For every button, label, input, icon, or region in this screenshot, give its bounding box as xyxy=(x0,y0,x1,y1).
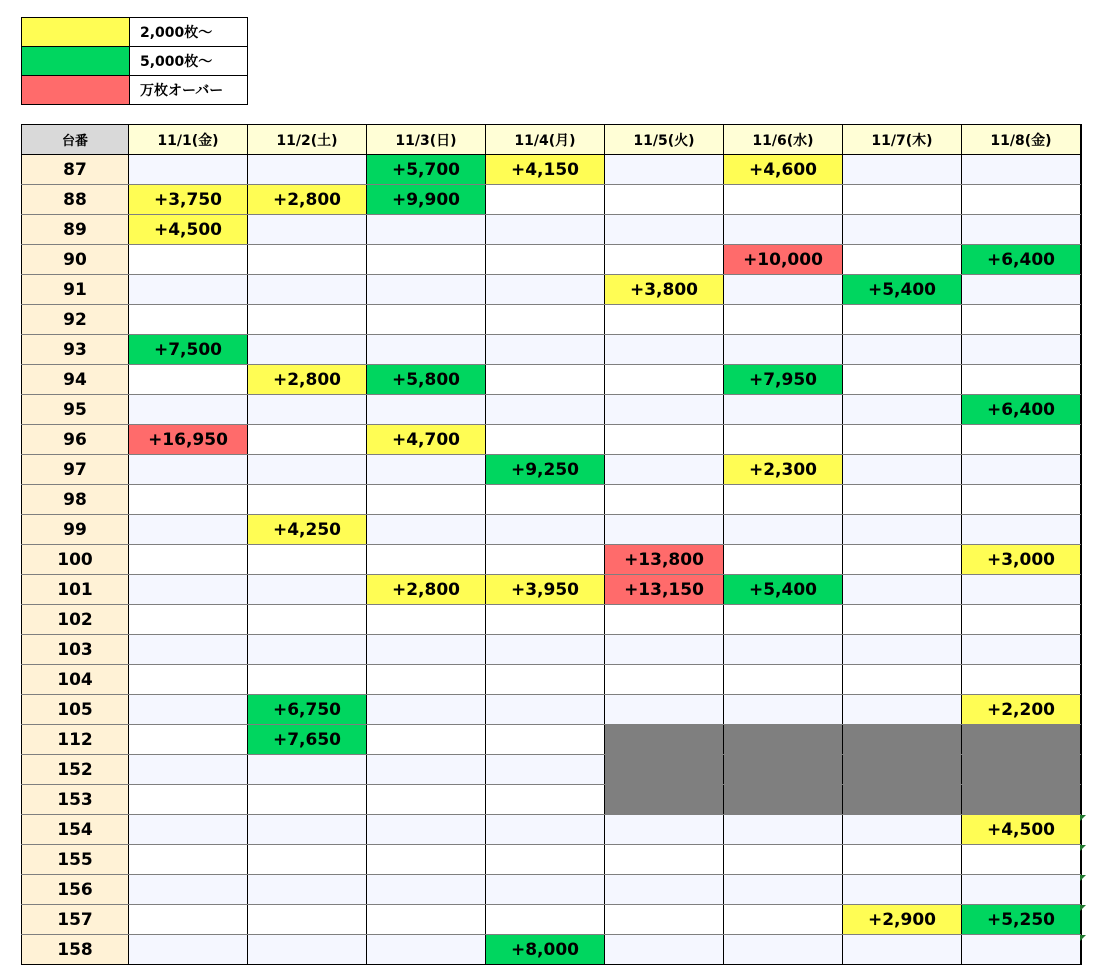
result-cell xyxy=(367,515,486,545)
result-cell xyxy=(129,785,248,815)
table-row xyxy=(22,395,1081,425)
result-cell: +2,900 xyxy=(843,905,962,935)
comment-marker xyxy=(1080,815,1086,821)
table-row xyxy=(22,725,1081,755)
result-cell xyxy=(129,695,248,725)
result-cell xyxy=(605,455,724,485)
result-cell xyxy=(486,875,605,905)
table-row xyxy=(22,785,1081,815)
table-row xyxy=(22,635,1081,665)
result-cell: +2,200 xyxy=(962,695,1081,725)
result-cell xyxy=(367,335,486,365)
result-cell xyxy=(843,575,962,605)
machine-number: 91 xyxy=(22,275,129,305)
machine-number: 100 xyxy=(22,545,129,575)
table-row xyxy=(22,545,1081,575)
table-row xyxy=(22,155,1081,185)
results-table xyxy=(21,124,1081,965)
result-cell xyxy=(724,485,843,515)
result-cell xyxy=(367,875,486,905)
result-cell xyxy=(605,485,724,515)
result-cell xyxy=(129,365,248,395)
result-cell xyxy=(843,485,962,515)
result-cell xyxy=(486,815,605,845)
machine-number: 90 xyxy=(22,245,129,275)
result-cell xyxy=(486,425,605,455)
machine-number: 156 xyxy=(22,875,129,905)
result-cell xyxy=(367,395,486,425)
result-cell xyxy=(129,725,248,755)
result-cell xyxy=(724,725,843,755)
machine-number: 105 xyxy=(22,695,129,725)
result-cell xyxy=(962,605,1081,635)
table-row xyxy=(22,335,1081,365)
result-cell xyxy=(962,185,1081,215)
result-cell xyxy=(248,335,367,365)
result-cell xyxy=(605,185,724,215)
result-cell: +4,150 xyxy=(486,155,605,185)
table-row xyxy=(22,305,1081,335)
result-cell xyxy=(129,935,248,965)
result-cell xyxy=(367,905,486,935)
result-cell xyxy=(129,905,248,935)
result-cell: +5,800 xyxy=(367,365,486,395)
result-cell xyxy=(843,635,962,665)
result-cell xyxy=(129,305,248,335)
result-cell xyxy=(605,845,724,875)
result-cell xyxy=(605,155,724,185)
result-cell xyxy=(367,545,486,575)
machine-number: 95 xyxy=(22,395,129,425)
result-cell xyxy=(248,455,367,485)
result-cell xyxy=(367,215,486,245)
result-cell xyxy=(724,785,843,815)
machine-number: 88 xyxy=(22,185,129,215)
result-cell xyxy=(486,665,605,695)
table-body xyxy=(22,155,1081,965)
result-cell xyxy=(486,365,605,395)
result-cell xyxy=(843,545,962,575)
result-cell xyxy=(724,515,843,545)
result-cell xyxy=(962,275,1081,305)
legend-swatch-yellow xyxy=(22,18,130,47)
result-cell xyxy=(248,395,367,425)
result-cell xyxy=(962,425,1081,455)
result-cell xyxy=(605,785,724,815)
result-cell xyxy=(724,935,843,965)
result-cell: +2,800 xyxy=(367,575,486,605)
result-cell xyxy=(724,845,843,875)
result-cell xyxy=(843,455,962,485)
legend-label: 2,000枚〜 xyxy=(130,18,248,47)
result-cell xyxy=(248,275,367,305)
result-cell xyxy=(962,155,1081,185)
table-row xyxy=(22,695,1081,725)
machine-number: 112 xyxy=(22,725,129,755)
table-row xyxy=(22,665,1081,695)
result-cell xyxy=(962,215,1081,245)
result-cell xyxy=(962,575,1081,605)
comment-marker xyxy=(1080,875,1086,881)
table-row xyxy=(22,515,1081,545)
result-cell xyxy=(962,485,1081,515)
result-cell xyxy=(843,815,962,845)
result-cell xyxy=(367,785,486,815)
result-cell xyxy=(843,695,962,725)
result-cell xyxy=(367,275,486,305)
result-cell xyxy=(129,395,248,425)
result-cell xyxy=(605,365,724,395)
result-cell xyxy=(605,425,724,455)
machine-number: 104 xyxy=(22,665,129,695)
result-cell xyxy=(843,395,962,425)
machine-number: 99 xyxy=(22,515,129,545)
result-cell xyxy=(962,635,1081,665)
result-cell: +5,250 xyxy=(962,905,1081,935)
result-cell xyxy=(843,875,962,905)
result-cell: +13,800 xyxy=(605,545,724,575)
result-cell: +4,600 xyxy=(724,155,843,185)
machine-number: 102 xyxy=(22,605,129,635)
date-header: 11/8(金) xyxy=(962,125,1081,155)
date-header: 11/1(金) xyxy=(129,125,248,155)
result-cell xyxy=(486,845,605,875)
result-cell xyxy=(724,635,843,665)
result-cell xyxy=(962,515,1081,545)
table-row xyxy=(22,935,1081,965)
result-cell: +6,400 xyxy=(962,245,1081,275)
result-cell xyxy=(367,755,486,785)
result-cell xyxy=(486,605,605,635)
result-cell xyxy=(843,515,962,545)
result-cell xyxy=(486,515,605,545)
result-cell xyxy=(248,665,367,695)
result-cell xyxy=(605,665,724,695)
result-cell xyxy=(962,305,1081,335)
result-cell xyxy=(367,635,486,665)
result-cell: +7,650 xyxy=(248,725,367,755)
result-cell xyxy=(962,845,1081,875)
result-cell: +16,950 xyxy=(129,425,248,455)
result-cell xyxy=(129,545,248,575)
result-cell: +4,250 xyxy=(248,515,367,545)
result-cell xyxy=(843,935,962,965)
table-row xyxy=(22,425,1081,455)
result-cell xyxy=(486,305,605,335)
result-cell xyxy=(843,665,962,695)
result-cell xyxy=(962,365,1081,395)
result-cell xyxy=(248,425,367,455)
result-cell xyxy=(486,755,605,785)
result-cell xyxy=(129,575,248,605)
machine-number: 101 xyxy=(22,575,129,605)
result-cell xyxy=(724,305,843,335)
result-cell xyxy=(248,545,367,575)
date-header: 11/3(日) xyxy=(367,125,486,155)
table-row xyxy=(22,245,1081,275)
result-cell xyxy=(248,575,367,605)
result-cell: +4,500 xyxy=(962,815,1081,845)
result-cell xyxy=(724,905,843,935)
result-cell: +5,400 xyxy=(724,575,843,605)
table-row xyxy=(22,485,1081,515)
result-cell: +6,400 xyxy=(962,395,1081,425)
table-row xyxy=(22,845,1081,875)
result-cell xyxy=(962,455,1081,485)
machine-number: 93 xyxy=(22,335,129,365)
result-cell xyxy=(129,875,248,905)
result-cell xyxy=(724,335,843,365)
result-cell xyxy=(724,875,843,905)
result-cell: +5,400 xyxy=(843,275,962,305)
result-cell xyxy=(486,185,605,215)
result-cell xyxy=(605,725,724,755)
result-cell xyxy=(486,725,605,755)
result-cell xyxy=(367,665,486,695)
result-cell xyxy=(129,455,248,485)
result-cell xyxy=(724,275,843,305)
result-cell: +6,750 xyxy=(248,695,367,725)
result-cell xyxy=(962,725,1081,755)
table-row xyxy=(22,755,1081,785)
legend-swatch-red xyxy=(22,76,130,105)
result-cell xyxy=(605,815,724,845)
result-cell xyxy=(486,275,605,305)
result-cell xyxy=(843,365,962,395)
result-cell: +13,150 xyxy=(605,575,724,605)
result-cell xyxy=(367,725,486,755)
result-cell xyxy=(843,605,962,635)
date-header: 11/7(木) xyxy=(843,125,962,155)
result-cell: +7,500 xyxy=(129,335,248,365)
result-cell xyxy=(843,755,962,785)
result-cell xyxy=(486,905,605,935)
result-cell xyxy=(486,335,605,365)
result-cell xyxy=(129,485,248,515)
result-cell xyxy=(605,305,724,335)
table-row xyxy=(22,905,1081,935)
result-cell xyxy=(843,245,962,275)
result-cell xyxy=(367,695,486,725)
table-row xyxy=(22,185,1081,215)
result-cell xyxy=(129,635,248,665)
result-cell xyxy=(605,215,724,245)
result-cell xyxy=(843,305,962,335)
result-cell xyxy=(724,695,843,725)
result-cell: +3,800 xyxy=(605,275,724,305)
result-cell xyxy=(605,245,724,275)
result-cell: +9,900 xyxy=(367,185,486,215)
result-cell xyxy=(843,845,962,875)
result-cell xyxy=(605,635,724,665)
result-cell xyxy=(962,335,1081,365)
result-cell: +2,800 xyxy=(248,185,367,215)
result-cell xyxy=(248,875,367,905)
result-cell xyxy=(962,665,1081,695)
result-cell: +7,950 xyxy=(724,365,843,395)
comment-marker xyxy=(1080,905,1086,911)
result-cell xyxy=(486,245,605,275)
result-cell xyxy=(367,605,486,635)
result-cell xyxy=(962,935,1081,965)
result-cell xyxy=(486,395,605,425)
result-cell xyxy=(605,755,724,785)
machine-number: 94 xyxy=(22,365,129,395)
result-cell xyxy=(843,215,962,245)
machine-number: 155 xyxy=(22,845,129,875)
result-cell: +10,000 xyxy=(724,245,843,275)
result-cell xyxy=(367,245,486,275)
result-cell xyxy=(605,515,724,545)
result-cell xyxy=(843,425,962,455)
result-cell: +5,700 xyxy=(367,155,486,185)
table-row xyxy=(22,815,1081,845)
result-cell xyxy=(843,185,962,215)
result-cell xyxy=(724,815,843,845)
machine-number: 154 xyxy=(22,815,129,845)
result-cell: +2,300 xyxy=(724,455,843,485)
result-cell xyxy=(367,485,486,515)
result-cell xyxy=(248,815,367,845)
result-cell xyxy=(367,455,486,485)
result-cell xyxy=(724,605,843,635)
legend-swatch-green xyxy=(22,47,130,76)
result-cell xyxy=(248,155,367,185)
result-cell: +4,500 xyxy=(129,215,248,245)
legend-row xyxy=(22,18,248,47)
result-cell xyxy=(129,245,248,275)
result-cell xyxy=(248,935,367,965)
sheet-edge-line xyxy=(1081,124,1082,965)
result-cell xyxy=(605,905,724,935)
date-header: 11/5(火) xyxy=(605,125,724,155)
result-cell xyxy=(605,395,724,425)
result-cell xyxy=(248,905,367,935)
result-cell: +8,000 xyxy=(486,935,605,965)
legend-label: 5,000枚〜 xyxy=(130,47,248,76)
result-cell: +3,750 xyxy=(129,185,248,215)
result-cell xyxy=(129,665,248,695)
result-cell xyxy=(248,305,367,335)
table-row xyxy=(22,365,1081,395)
result-cell xyxy=(486,785,605,815)
result-cell xyxy=(724,215,843,245)
machine-number: 98 xyxy=(22,485,129,515)
result-cell xyxy=(129,815,248,845)
machine-number: 152 xyxy=(22,755,129,785)
table-row xyxy=(22,275,1081,305)
machine-number: 158 xyxy=(22,935,129,965)
date-header: 11/6(水) xyxy=(724,125,843,155)
machine-number: 96 xyxy=(22,425,129,455)
machine-number-header: 台番 xyxy=(22,125,129,155)
result-cell xyxy=(843,155,962,185)
machine-number: 92 xyxy=(22,305,129,335)
result-cell xyxy=(486,695,605,725)
machine-number: 157 xyxy=(22,905,129,935)
result-cell xyxy=(486,215,605,245)
result-cell xyxy=(248,215,367,245)
result-cell xyxy=(129,845,248,875)
result-cell xyxy=(724,665,843,695)
legend-label: 万枚オーバー xyxy=(130,76,248,105)
result-cell xyxy=(367,305,486,335)
result-cell xyxy=(248,785,367,815)
table-row xyxy=(22,215,1081,245)
comment-marker xyxy=(1080,845,1086,851)
result-cell xyxy=(129,155,248,185)
result-cell xyxy=(248,755,367,785)
header-row xyxy=(22,125,1081,155)
result-cell: +3,000 xyxy=(962,545,1081,575)
table-row xyxy=(22,575,1081,605)
result-cell xyxy=(367,845,486,875)
result-cell xyxy=(129,755,248,785)
result-cell xyxy=(724,395,843,425)
date-header: 11/2(土) xyxy=(248,125,367,155)
result-cell xyxy=(605,605,724,635)
machine-number: 97 xyxy=(22,455,129,485)
result-cell xyxy=(605,335,724,365)
date-header: 11/4(月) xyxy=(486,125,605,155)
result-cell xyxy=(605,875,724,905)
result-cell: +2,800 xyxy=(248,365,367,395)
result-cell xyxy=(843,785,962,815)
result-cell xyxy=(129,515,248,545)
result-cell xyxy=(129,275,248,305)
result-cell xyxy=(962,755,1081,785)
result-cell xyxy=(486,635,605,665)
result-cell xyxy=(248,845,367,875)
result-cell xyxy=(724,755,843,785)
result-cell xyxy=(486,485,605,515)
result-cell xyxy=(605,695,724,725)
result-cell xyxy=(605,935,724,965)
legend-row xyxy=(22,47,248,76)
legend-table xyxy=(21,17,248,105)
result-cell xyxy=(248,635,367,665)
result-cell xyxy=(962,875,1081,905)
table-row xyxy=(22,455,1081,485)
result-cell xyxy=(129,605,248,635)
machine-number: 103 xyxy=(22,635,129,665)
result-cell xyxy=(724,425,843,455)
machine-number: 87 xyxy=(22,155,129,185)
result-cell xyxy=(843,725,962,755)
legend-row xyxy=(22,76,248,105)
result-cell: +3,950 xyxy=(486,575,605,605)
result-cell xyxy=(248,605,367,635)
result-cell xyxy=(962,785,1081,815)
result-cell xyxy=(843,335,962,365)
comment-marker xyxy=(1080,935,1086,941)
result-cell xyxy=(724,545,843,575)
result-cell xyxy=(486,545,605,575)
machine-number: 89 xyxy=(22,215,129,245)
result-cell xyxy=(248,245,367,275)
result-cell: +4,700 xyxy=(367,425,486,455)
result-cell xyxy=(724,185,843,215)
table-row xyxy=(22,875,1081,905)
result-cell xyxy=(367,815,486,845)
result-cell: +9,250 xyxy=(486,455,605,485)
result-cell xyxy=(367,935,486,965)
result-cell xyxy=(248,485,367,515)
machine-number: 153 xyxy=(22,785,129,815)
table-row xyxy=(22,605,1081,635)
